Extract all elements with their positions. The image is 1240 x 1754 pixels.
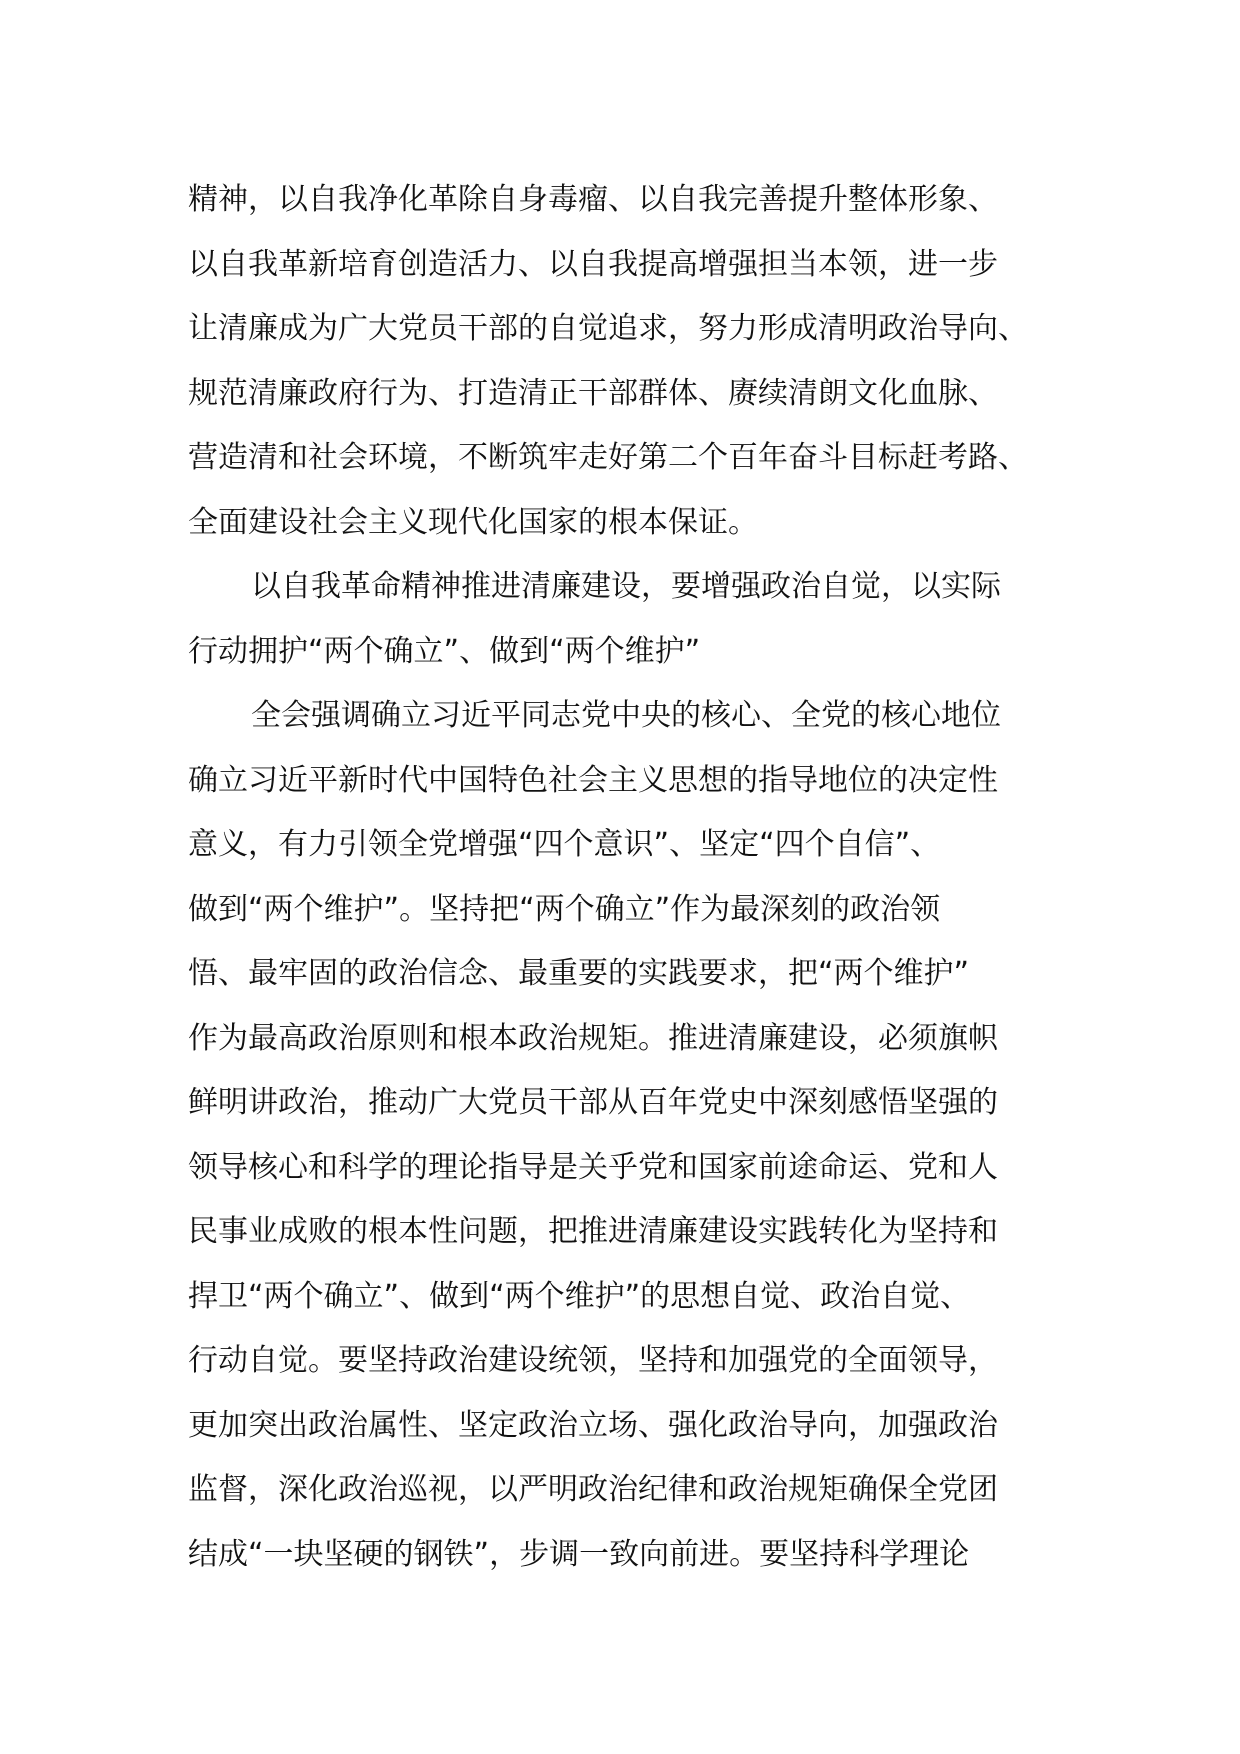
- text-line: 做到“两个维护”。坚持把“两个确立”作为最深刻的政治领: [188, 891, 941, 927]
- text-line: 以自我革新培育创造活力、以自我提高增强担当本领，进一步: [188, 246, 998, 282]
- document-body: [188, 168, 1088, 1587]
- text-line: 鲜明讲政治，推动广大党员干部从百年党史中深刻感悟坚强的: [188, 1085, 998, 1120]
- text-line: 民事业成败的根本性问题，把推进清廉建设实践转化为坚持和: [188, 1214, 998, 1249]
- text-line: 确立习近平新时代中国特色社会主义思想的指导地位的决定性: [188, 762, 998, 798]
- text-line: 结成“一块坚硬的钢铁”，步调一致向前进。要坚持科学理论: [188, 1536, 970, 1572]
- text-line: 行动自觉。要坚持政治建设统领，坚持和加强党的全面领导，: [188, 1343, 998, 1378]
- text-line: 让清廉成为广大党员干部的自觉追求，努力形成清明政治导向、: [188, 311, 1028, 346]
- paragraph-first-line: 以自我革命精神推进清廉建设，要增强政治自觉，以实际: [251, 569, 1001, 604]
- text-line: 行动拥护“两个确立”、做到“两个维护”: [188, 633, 701, 669]
- text-line: 全面建设社会主义现代化国家的根本保证。: [188, 504, 758, 540]
- text-line: 监督，深化政治巡视，以严明政治纪律和政治规矩确保全党团: [188, 1472, 998, 1507]
- text-line: 规范清廉政府行为、打造清正干部群体、赓续清朗文化血脉、: [188, 375, 998, 411]
- text-line: 营造清和社会环境，不断筑牢走好第二个百年奋斗目标赶考路、: [188, 440, 1028, 475]
- text-line: 领导核心和科学的理论指导是关乎党和国家前途命运、党和人: [188, 1149, 998, 1185]
- text-line: 作为最高政治原则和根本政治规矩。推进清廉建设，必须旗帜: [188, 1020, 998, 1056]
- paragraph-first-line: 全会强调确立习近平同志党中央的核心、全党的核心地位: [251, 698, 1001, 733]
- text-line: 精神，以自我净化革除自身毒瘤、以自我完善提升整体形象、: [188, 182, 998, 217]
- text-line: 意义，有力引领全党增强“四个意识”、坚定“四个自信”、: [188, 827, 941, 862]
- text-line: 悟、最牢固的政治信念、最重要的实践要求，把“两个维护”: [188, 956, 970, 991]
- text-line: 更加突出政治属性、坚定政治立场、强化政治导向，加强政治: [188, 1407, 998, 1443]
- text-line: 捍卫“两个确立”、做到“两个维护”的思想自觉、政治自觉、: [188, 1278, 971, 1314]
